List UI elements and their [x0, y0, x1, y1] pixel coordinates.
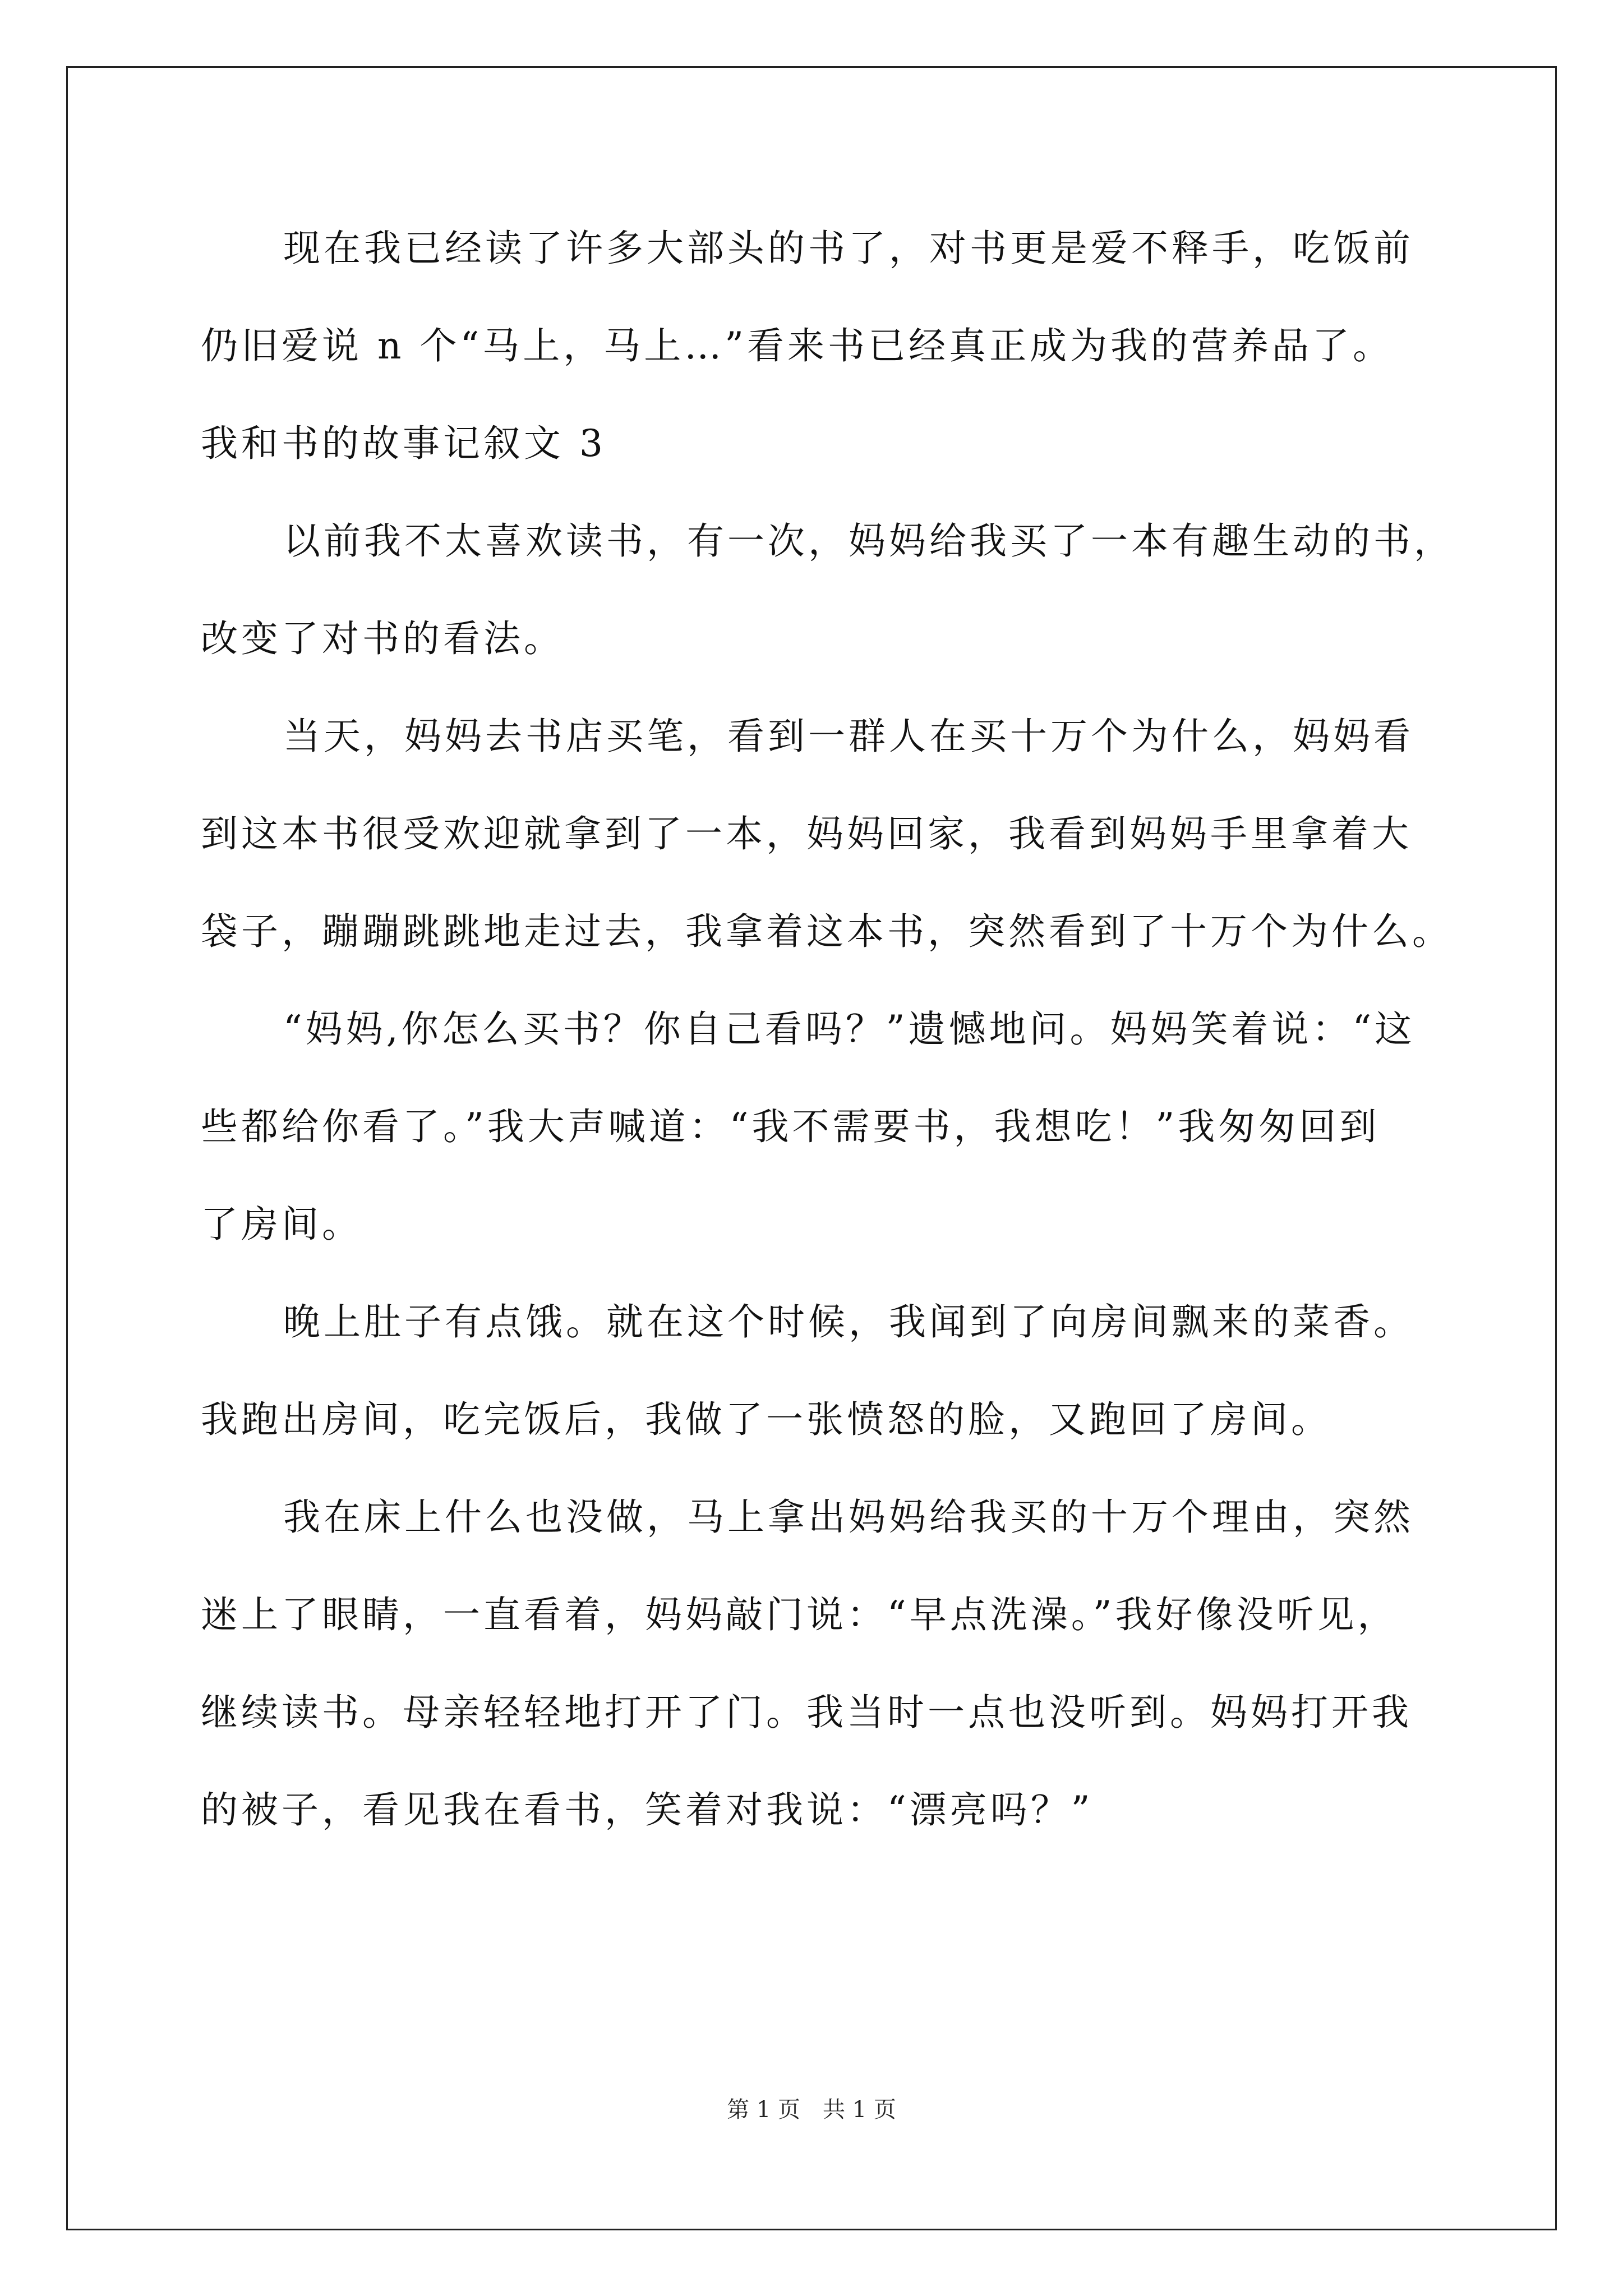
paragraph-line: 的被子，看见我在看书，笑着对我说：“漂亮吗？”	[201, 1788, 1094, 1832]
paragraph-line: 继续读书。母亲轻轻地打开了门。我当时一点也没听到。妈妈打开我	[201, 1691, 1412, 1734]
paragraph-line: 以前我不太喜欢读书，有一次，妈妈给我买了一本有趣生动的书，	[283, 519, 1454, 563]
paragraph-line: 现在我已经读了许多大部头的书了，对书更是爱不释手，吃饭前	[283, 227, 1414, 270]
paragraph-line: 我在床上什么也没做，马上拿出妈妈给我买的十万个理由，突然	[283, 1496, 1414, 1539]
paragraph-line: 我跑出房间，吃完饭后，我做了一张愤怒的脸，又跑回了房间。	[201, 1398, 1331, 1441]
page-number-footer: 第 1 页 共 1 页	[727, 2097, 896, 2123]
paragraph-line: 晚上肚子有点饿。就在这个时候，我闻到了向房间飘来的菜香。	[283, 1300, 1414, 1343]
paragraph-line: 到这本书很受欢迎就拿到了一本，妈妈回家，我看到妈妈手里拿着大	[201, 812, 1412, 855]
paragraph-line: 些都给你看了。”我大声喊道：“我不需要书，我想吃！”我匆匆回到	[201, 1105, 1380, 1148]
paragraph-line: 袋子，蹦蹦跳跳地走过去，我拿着这本书，突然看到了十万个为什么。	[201, 910, 1453, 953]
paragraph-line: 仍旧爱说 n 个“马上，马上…”看来书已经真正成为我的营养品了。	[201, 324, 1393, 367]
section-heading: 我和书的故事记叙文 3	[201, 422, 606, 465]
paragraph-line: 当天，妈妈去书店买笔，看到一群人在买十万个为什么，妈妈看	[283, 715, 1414, 758]
paragraph-line: 迷上了眼睛，一直看着，妈妈敲门说：“早点洗澡。”我好像没听见，	[201, 1593, 1398, 1636]
paragraph-line: 改变了对书的看法。	[201, 617, 564, 660]
paragraph-line: 了房间。	[201, 1203, 362, 1246]
paragraph-line: “妈妈,你怎么买书？你自己看吗？”遗憾地问。妈妈笑着说：“这	[283, 1007, 1415, 1051]
